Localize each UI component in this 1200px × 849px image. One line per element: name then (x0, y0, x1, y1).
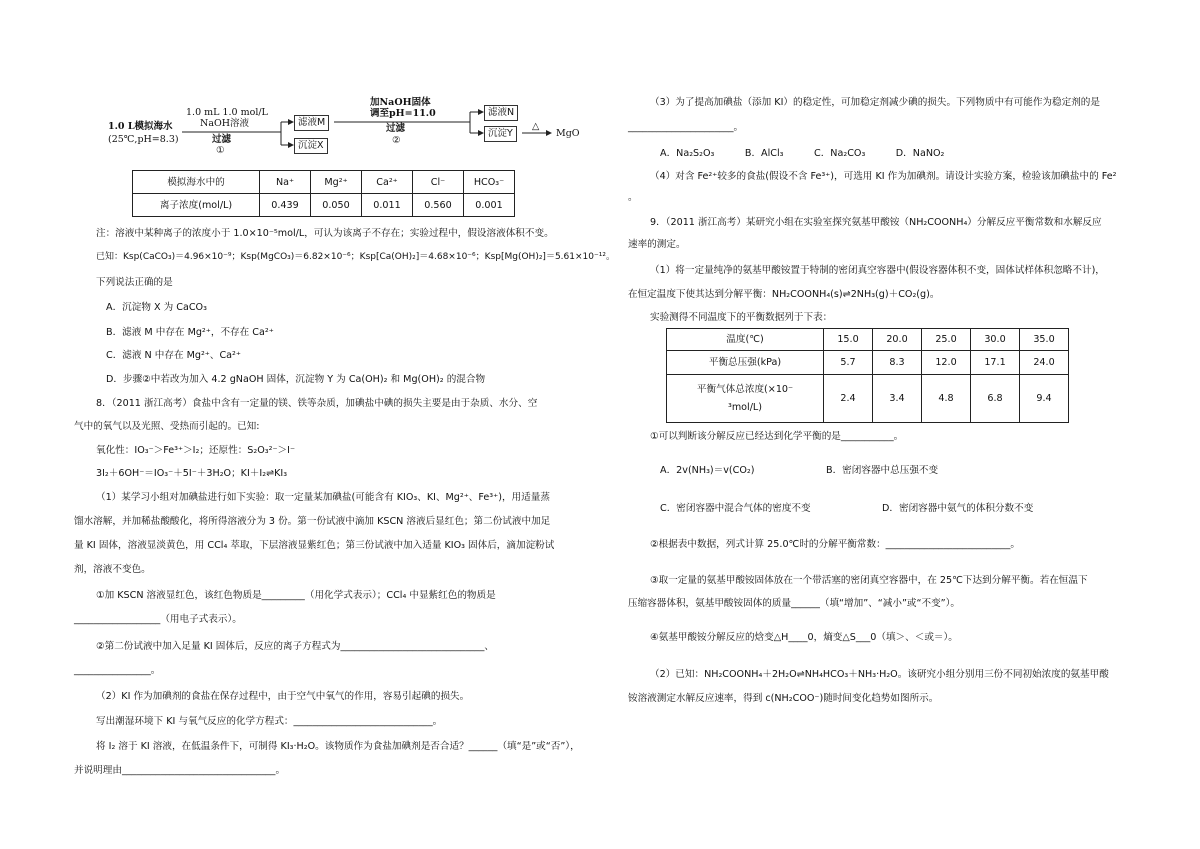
text-line: 速率的测定。 (628, 239, 686, 250)
concentration-value: 4.8 (922, 375, 971, 423)
filtrate-m-box: 滤液M (294, 115, 329, 131)
temperature-value: 30.0 (971, 329, 1020, 351)
pressure-value: 5.7 (824, 351, 873, 375)
equilibrium-option-a: A．2v(NH₃)＝v(CO₂) (660, 465, 755, 476)
flow-step1-reagent-name: NaOH溶液 (200, 118, 250, 129)
ion-concentration: 0.011 (362, 194, 413, 217)
temperature-value: 20.0 (873, 329, 922, 351)
text-line: ③取一定量的氨基甲酸铵固体放在一个带活塞的密闭真空容器中，在 25℃下达到分解平衡。若在恒温下 (650, 575, 1088, 586)
ion-table-header-2: 离子浓度(mol/L) (133, 194, 260, 217)
text-line: 压缩容器体积，氨基甲酸铵固体的质量______（填“增加”、“减小”或“不变”）。 (628, 598, 961, 609)
text-line: 已知：Ksp(CaCO₃)＝4.96×10⁻⁹；Ksp(MgCO₃)＝6.82×10⁻⁶；Ksp[Ca(OH)₂]＝4.68×10⁻⁶；Ksp[Mg(OH)₂]＝5.61×10⁻¹²。 (96, 252, 615, 262)
text-line: （1）将一定量纯净的氨基甲酸铵置于特制的密闭真空容器中(假设容器体积不变，固体试样体积忽略不计)， (650, 265, 1105, 276)
precipitate-x-box: 沉淀X (294, 138, 328, 154)
ion-concentration: 0.050 (311, 194, 362, 217)
option-d: D．步骤②中若改为加入 4.2 gNaOH 固体，沉淀物 Y 为 Ca(OH)₂ 和 Mg(OH)₂ 的混合物 (106, 374, 486, 385)
flow-start-condition: (25℃,pH=8.3) (108, 134, 179, 145)
text-line: 在恒定温度下使其达到分解平衡：NH₂COONH₄(s)⇌2NH₃(g)＋CO₂(g)。 (628, 289, 940, 300)
question-9-intro: 9．（2011 浙江高考）某研究小组在实验室探究氨基甲酸铵（NH₂COONH₄）分解反应平衡常数和水解反应 (650, 217, 1102, 228)
text-line: ①加 KSCN 溶液显红色，该红色物质是_________（用化学式表示）；CCl₄ 中显紫红色的物质是 (96, 590, 496, 601)
text-line: 馏水溶解，并加稀盐酸酸化，将所得溶液分为 3 份。第一份试液中滴加 KSCN 溶液后显红色；第二份试液中加足 (74, 516, 551, 527)
text-line: 注：溶液中某种离子的浓度小于 1.0×10⁻⁵mol/L，可认为该离子不存在；实验过程中，假设溶液体积不变。 (96, 228, 554, 239)
ion-name: Ca²⁺ (362, 171, 413, 194)
ion-name: Na⁺ (260, 171, 311, 194)
option-c: C．滤液 N 中存在 Mg²⁺、Ca²⁺ (106, 350, 241, 361)
text-line: 气中的氧气以及光照、受热而引起的。已知: (74, 421, 260, 432)
equilibrium-option-c: C．密闭容器中混合气体的密度不变 (660, 503, 811, 514)
text-line: __________________（用电子式表示）。 (74, 614, 242, 625)
flow-step2-number: ② (392, 135, 401, 146)
ion-name: HCO₃⁻ (464, 171, 515, 194)
flow-start-title: 1.0 L模拟海水 (108, 121, 173, 132)
temperature-value: 15.0 (824, 329, 873, 351)
flow-step2-operation: 过滤 (386, 123, 406, 134)
text-line: ______________________。 (628, 122, 744, 133)
concentration-value: 2.4 (824, 375, 873, 423)
text-line: 实验测得不同温度下的平衡数据列于下表： (650, 312, 833, 323)
equilibrium-option-d: D．密闭容器中氨气的体积分数不变 (882, 503, 1034, 514)
ion-name: Cl⁻ (413, 171, 464, 194)
text-line: 下列说法正确的是 (96, 277, 173, 288)
stabilizer-options: A．Na₂S₂O₃ B．AlCl₃ C．Na₂CO₃ D．NaNO₂ (660, 148, 945, 159)
filtrate-n-box: 滤液N (484, 105, 518, 121)
ion-concentration-table (132, 170, 515, 217)
text-line: ________________。 (74, 665, 161, 676)
flow-step1-reagent: 1.0 mL 1.0 mol/L (186, 107, 268, 118)
option-a: A．沉淀物 X 为 CaCO₃ (106, 302, 207, 313)
precipitate-y-box: 沉淀Y (484, 126, 517, 142)
equilibrium-data-table (666, 328, 1069, 423)
flow-step2-ph: 调至pH=11.0 (370, 108, 436, 119)
text-line: 氧化性：IO₃⁻＞Fe³⁺＞I₂；还原性：S₂O₃²⁻＞I⁻ (96, 445, 296, 456)
question-8-intro: 8．（2011 浙江高考）食盐中含有一定量的镁、铁等杂质，加碘盐中碘的损失主要是由于杂质、水分、空 (96, 398, 538, 409)
text-line: 量 KI 固体，溶液显淡黄色，用 CCl₄ 萃取，下层溶液显紫红色；第三份试液中加入适量 KIO₃ 固体后，滴加淀粉试 (74, 540, 555, 551)
text-line: 剂，溶液不变色。 (74, 564, 151, 575)
ion-concentration: 0.560 (413, 194, 464, 217)
pressure-value: 12.0 (922, 351, 971, 375)
text-line: ②第二份试液中加入足量 KI 固体后，反应的离子方程式为______________________________、 (96, 641, 494, 652)
pressure-value: 8.3 (873, 351, 922, 375)
text-line: ②根据表中数据，列式计算 25.0℃时的分解平衡常数：__________________________。 (650, 539, 1020, 550)
seawater-flow-diagram (108, 95, 608, 165)
text-line: 并说明理由________________________________。 (74, 765, 286, 776)
text-line: 3I₂＋6OH⁻＝IO₃⁻＋5I⁻＋3H₂O；KI＋I₂⇌KI₃ (96, 468, 288, 479)
text-line: （2）KI 作为加碘剂的食盐在保存过程中，由于空气中氧气的作用，容易引起碘的损失。 (96, 691, 470, 702)
text-line: 铵溶液测定水解反应速率，得到 c(NH₂COO⁻)随时间变化趋势如图所示。 (628, 693, 939, 704)
row-label-concentration-line1: 平衡气体总浓度(×10⁻ (696, 383, 794, 395)
option-b: B．滤液 M 中存在 Mg²⁺，不存在 Ca²⁺ (106, 327, 274, 338)
temperature-value: 25.0 (922, 329, 971, 351)
text-line: ①可以判断该分解反应已经达到化学平衡的是___________。 (650, 431, 904, 442)
ion-name: Mg²⁺ (311, 171, 362, 194)
text-line: 。 (628, 192, 638, 203)
ion-concentration: 0.001 (464, 194, 515, 217)
flow-step1-operation: 过滤 (212, 134, 232, 145)
row-label-temperature: 温度(℃) (667, 329, 824, 351)
heat-symbol: △ (532, 121, 540, 132)
text-line: 写出潮湿环境下 KI 与氧气反应的化学方程式：_____________________________。 (96, 716, 443, 727)
flow-step1-number: ① (216, 145, 225, 156)
text-line: （3）为了提高加碘盐（添加 KI）的稳定性，可加稳定剂减少碘的损失。下列物质中有可能作为稳定剂的是 (650, 97, 1100, 108)
concentration-value: 9.4 (1020, 375, 1069, 423)
text-line: （4）对含 Fe²⁺较多的食盐(假设不含 Fe³⁺)，可选用 KI 作为加碘剂。请设计实验方案，检验该加碘盐中的 Fe² (650, 171, 1117, 182)
flow-product: MgO (556, 128, 580, 139)
ion-concentration: 0.439 (260, 194, 311, 217)
equilibrium-option-b: B．密闭容器中总压强不变 (826, 465, 939, 476)
concentration-value: 3.4 (873, 375, 922, 423)
concentration-value: 6.8 (971, 375, 1020, 423)
row-label-concentration (667, 375, 824, 423)
text-line: ④氨基甲酸铵分解反应的焓变△H____0，熵变△S___0（填＞、＜或＝）。 (650, 632, 958, 643)
text-line: （2）已知：NH₂COONH₄＋2H₂O⇌NH₄HCO₃＋NH₃·H₂O。该研究小组分别用三份不同初始浓度的氨基甲酸 (650, 669, 1109, 680)
flow-step2-reagent: 加NaOH固体 (370, 97, 431, 108)
text-line: （1）某学习小组对加碘盐进行如下实验：取一定量某加碘盐(可能含有 KIO₃、KI、Mg²⁺、Fe³⁺)，用适量蒸 (96, 492, 550, 503)
ion-table-header-1: 模拟海水中的 (133, 171, 260, 194)
temperature-value: 35.0 (1020, 329, 1069, 351)
row-label-pressure: 平衡总压强(kPa) (667, 351, 824, 375)
row-label-concentration-line2: ³mol/L) (727, 401, 763, 413)
pressure-value: 17.1 (971, 351, 1020, 375)
pressure-value: 24.0 (1020, 351, 1069, 375)
text-line: 将 I₂ 溶于 KI 溶液，在低温条件下，可制得 KI₃·H₂O。该物质作为食盐加碘剂是否合适？______（填“是”或“否”）， (96, 741, 580, 752)
